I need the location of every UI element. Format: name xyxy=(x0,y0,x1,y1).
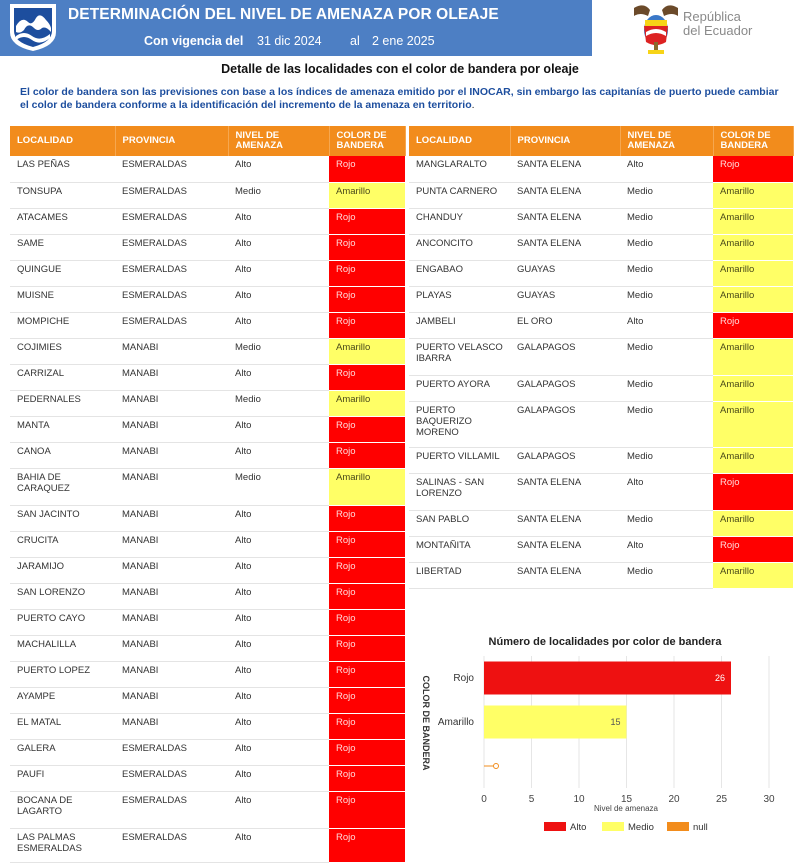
cell-provincia: ESMERALDAS xyxy=(115,182,228,208)
col-nivel: NIVEL DE AMENAZA xyxy=(620,126,713,156)
cell-nivel: Alto xyxy=(228,505,329,531)
cell-color: Amarillo xyxy=(329,390,405,416)
cell-localidad: LAS PALMAS ESMERALDAS xyxy=(10,828,115,862)
cell-color: Amarillo xyxy=(329,468,405,505)
cell-color: Rojo xyxy=(329,156,405,182)
cell-provincia: EL ORO xyxy=(510,312,620,338)
x-tick-label: 20 xyxy=(668,794,680,805)
table-row xyxy=(409,447,793,473)
cell-nivel: Alto xyxy=(228,364,329,390)
table-row xyxy=(10,286,405,312)
cell-color: Rojo xyxy=(713,312,793,338)
cell-nivel: Alto xyxy=(228,661,329,687)
legend-label: null xyxy=(693,822,708,833)
cell-localidad: MONTAÑITA xyxy=(409,536,510,562)
government-text: República del Ecuador xyxy=(683,9,753,38)
cell-color: Amarillo xyxy=(713,208,793,234)
cell-provincia: MANABI xyxy=(115,364,228,390)
table-row xyxy=(10,557,405,583)
cell-nivel: Alto xyxy=(228,312,329,338)
date-to: 2 ene 2025 xyxy=(372,34,435,48)
x-tick-label: 5 xyxy=(528,794,535,805)
cell-localidad: BOCANA DE LAGARTO xyxy=(10,791,115,828)
cell-color: Rojo xyxy=(329,416,405,442)
cell-localidad: MOMPICHE xyxy=(10,312,115,338)
cell-provincia: GALAPAGOS xyxy=(510,338,620,375)
cell-provincia: SANTA ELENA xyxy=(510,156,620,182)
cell-color: Rojo xyxy=(329,583,405,609)
cell-provincia: MANABI xyxy=(115,609,228,635)
cell-provincia: MANABI xyxy=(115,531,228,557)
cell-provincia: SANTA ELENA xyxy=(510,562,620,588)
y-axis-label: COLOR DE BANDERA xyxy=(421,675,431,771)
table-row xyxy=(409,473,793,510)
cell-color: Rojo xyxy=(329,531,405,557)
table-row xyxy=(409,260,793,286)
cell-nivel: Alto xyxy=(228,583,329,609)
col-provincia: PROVINCIA xyxy=(510,126,620,156)
table-row xyxy=(10,531,405,557)
cell-color: Amarillo xyxy=(713,401,793,447)
cell-nivel: Alto xyxy=(228,687,329,713)
cell-nivel: Medio xyxy=(228,468,329,505)
cell-provincia: ESMERALDAS xyxy=(115,765,228,791)
cell-color: Amarillo xyxy=(713,510,793,536)
cell-provincia: MANABI xyxy=(115,416,228,442)
cell-color: Amarillo xyxy=(713,182,793,208)
table-row xyxy=(409,338,793,375)
cell-nivel: Alto xyxy=(620,156,713,182)
cell-localidad: BAHIA DE CARAQUEZ xyxy=(10,468,115,505)
table-header-row xyxy=(409,126,793,156)
cell-color: Amarillo xyxy=(713,562,793,588)
cell-color: Rojo xyxy=(713,473,793,510)
cell-nivel: Alto xyxy=(228,208,329,234)
cell-provincia: ESMERALDAS xyxy=(115,739,228,765)
bar-rojo xyxy=(484,662,731,695)
table-header-row xyxy=(10,126,405,156)
cell-nivel: Alto xyxy=(228,713,329,739)
section-subtitle: Detalle de las localidades con el color de bandera por oleaje xyxy=(221,62,579,76)
cell-color: Rojo xyxy=(329,765,405,791)
cell-provincia: ESMERALDAS xyxy=(115,791,228,828)
table-row xyxy=(10,739,405,765)
cell-localidad: MUISNE xyxy=(10,286,115,312)
x-tick-label: 15 xyxy=(620,794,633,805)
cell-nivel: Alto xyxy=(228,739,329,765)
table-row xyxy=(10,364,405,390)
cell-provincia: ESMERALDAS xyxy=(115,234,228,260)
cell-color: Rojo xyxy=(329,442,405,468)
cell-provincia: MANABI xyxy=(115,442,228,468)
cell-color: Rojo xyxy=(329,234,405,260)
page-title: DETERMINACIÓN DEL NIVEL DE AMENAZA POR OLEAJE xyxy=(68,6,499,23)
bar-data-label: 26 xyxy=(714,673,725,683)
table-row xyxy=(10,687,405,713)
cell-provincia: ESMERALDAS xyxy=(115,260,228,286)
table-row xyxy=(10,468,405,505)
cell-localidad: EL MATAL xyxy=(10,713,115,739)
intro-paragraph: El color de bandera son las previsiones con base a los índices de amenaza emitido por el INOCAR, sin embargo las capitanías de puerto puede cambiar el color de bandera conforme a la identificación del incremento de la amenaza en territorio. xyxy=(20,86,779,111)
cell-color: Rojo xyxy=(329,557,405,583)
cell-localidad: AYAMPE xyxy=(10,687,115,713)
table-row xyxy=(409,234,793,260)
col-nivel: NIVEL DE AMENAZA xyxy=(228,126,329,156)
table-row xyxy=(10,156,405,182)
cell-nivel: Alto xyxy=(228,557,329,583)
cell-localidad: ANCONCITO xyxy=(409,234,510,260)
cell-color: Amarillo xyxy=(713,286,793,312)
cell-localidad: GALERA xyxy=(10,739,115,765)
cell-localidad: PLAYAS xyxy=(409,286,510,312)
left-localities-table xyxy=(10,126,406,863)
cell-color: Rojo xyxy=(329,312,405,338)
cell-localidad: PUERTO CAYO xyxy=(10,609,115,635)
cell-provincia: ESMERALDAS xyxy=(115,156,228,182)
cell-nivel: Medio xyxy=(620,401,713,447)
cell-localidad: SAN JACINTO xyxy=(10,505,115,531)
cell-localidad: PUERTO LOPEZ xyxy=(10,661,115,687)
cell-nivel: Medio xyxy=(228,338,329,364)
y-tick-label: Amarillo xyxy=(437,717,474,728)
cell-color: Rojo xyxy=(329,661,405,687)
col-color: COLOR DE BANDERA xyxy=(713,126,793,156)
table-row xyxy=(10,182,405,208)
cell-localidad: CANOA xyxy=(10,442,115,468)
col-color: COLOR DE BANDERA xyxy=(329,126,405,156)
x-tick-label: 10 xyxy=(573,794,585,805)
cell-localidad: PAUFI xyxy=(10,765,115,791)
cell-nivel: Medio xyxy=(620,260,713,286)
cell-provincia: MANABI xyxy=(115,557,228,583)
cell-color: Amarillo xyxy=(713,234,793,260)
cell-color: Rojo xyxy=(329,208,405,234)
table-row xyxy=(409,562,793,588)
table-row xyxy=(10,416,405,442)
col-localidad: LOCALIDAD xyxy=(409,126,510,156)
cell-provincia: MANABI xyxy=(115,687,228,713)
cell-localidad: PUERTO BAQUERIZO MORENO xyxy=(409,401,510,447)
cell-provincia: GALAPAGOS xyxy=(510,375,620,401)
cell-localidad: COJIMIES xyxy=(10,338,115,364)
cell-nivel: Alto xyxy=(228,156,329,182)
cell-nivel: Medio xyxy=(620,286,713,312)
cell-color: Amarillo xyxy=(713,338,793,375)
cell-provincia: GUAYAS xyxy=(510,286,620,312)
cell-localidad: JARAMIJO xyxy=(10,557,115,583)
table-row xyxy=(409,375,793,401)
cell-localidad: PUNTA CARNERO xyxy=(409,182,510,208)
cell-nivel: Alto xyxy=(228,531,329,557)
validity-label: Con vigencia del xyxy=(144,34,244,48)
cell-localidad: CRUCITA xyxy=(10,531,115,557)
cell-nivel: Medio xyxy=(620,234,713,260)
cell-localidad: SAN PABLO xyxy=(409,510,510,536)
table-row xyxy=(10,828,405,862)
cell-color: Amarillo xyxy=(329,182,405,208)
cell-localidad: SALINAS - SAN LORENZO xyxy=(409,473,510,510)
date-separator: al xyxy=(350,34,360,48)
table-row xyxy=(409,156,793,182)
bar-amarillo xyxy=(484,706,627,739)
cell-nivel: Alto xyxy=(228,765,329,791)
cell-nivel: Alto xyxy=(228,635,329,661)
table-row xyxy=(10,791,405,828)
cell-color: Rojo xyxy=(713,156,793,182)
cell-color: Amarillo xyxy=(713,260,793,286)
cell-provincia: MANABI xyxy=(115,713,228,739)
cell-color: Rojo xyxy=(329,791,405,828)
table-row xyxy=(409,182,793,208)
bar-data-label: 15 xyxy=(610,717,621,727)
date-from: 31 dic 2024 xyxy=(257,34,322,48)
cell-provincia: SANTA ELENA xyxy=(510,234,620,260)
legend-swatch-null xyxy=(667,822,689,831)
cell-provincia: GALAPAGOS xyxy=(510,447,620,473)
cell-localidad: ENGABAO xyxy=(409,260,510,286)
cell-provincia: MANABI xyxy=(115,635,228,661)
cell-localidad: PUERTO AYORA xyxy=(409,375,510,401)
cell-localidad: MACHALILLA xyxy=(10,635,115,661)
cell-color: Amarillo xyxy=(713,375,793,401)
cell-localidad: ATACAMES xyxy=(10,208,115,234)
table-row xyxy=(10,390,405,416)
cell-localidad: PUERTO VILLAMIL xyxy=(409,447,510,473)
cell-localidad: MANTA xyxy=(10,416,115,442)
cell-nivel: Medio xyxy=(228,390,329,416)
legend-swatch-medio xyxy=(602,822,624,831)
cell-nivel: Medio xyxy=(620,375,713,401)
cell-nivel: Alto xyxy=(620,536,713,562)
cell-provincia: MANABI xyxy=(115,505,228,531)
cell-nivel: Medio xyxy=(620,447,713,473)
cell-provincia: SANTA ELENA xyxy=(510,473,620,510)
x-tick-label: 0 xyxy=(481,794,487,805)
cell-localidad: SAME xyxy=(10,234,115,260)
bar-null-marker xyxy=(494,764,499,769)
table-row xyxy=(10,338,405,364)
cell-provincia: ESMERALDAS xyxy=(115,286,228,312)
cell-provincia: SANTA ELENA xyxy=(510,182,620,208)
cell-provincia: MANABI xyxy=(115,583,228,609)
cell-nivel: Alto xyxy=(620,312,713,338)
table-row xyxy=(10,635,405,661)
table-row xyxy=(10,583,405,609)
cell-provincia: MANABI xyxy=(115,338,228,364)
cell-localidad: QUINGUE xyxy=(10,260,115,286)
table-row xyxy=(10,713,405,739)
table-row xyxy=(10,208,405,234)
cell-localidad: SAN LORENZO xyxy=(10,583,115,609)
cell-color: Rojo xyxy=(329,260,405,286)
cell-provincia: MANABI xyxy=(115,468,228,505)
cell-nivel: Alto xyxy=(620,473,713,510)
cell-color: Amarillo xyxy=(713,447,793,473)
cell-color: Rojo xyxy=(329,739,405,765)
legend-swatch-alto xyxy=(544,822,566,831)
right-localities-table xyxy=(409,126,794,589)
table-row xyxy=(409,510,793,536)
cell-nivel: Alto xyxy=(228,234,329,260)
header-banner xyxy=(0,0,592,56)
cell-color: Amarillo xyxy=(329,338,405,364)
cell-provincia: ESMERALDAS xyxy=(115,312,228,338)
cell-provincia: MANABI xyxy=(115,661,228,687)
cell-nivel: Alto xyxy=(228,442,329,468)
x-axis-label: Nivel de amenaza xyxy=(593,804,659,813)
table-row xyxy=(409,286,793,312)
cell-nivel: Medio xyxy=(620,208,713,234)
cell-nivel: Alto xyxy=(228,828,329,862)
x-tick-label: 30 xyxy=(763,794,775,805)
table-row xyxy=(10,234,405,260)
cell-nivel: Alto xyxy=(228,260,329,286)
legend-label: Alto xyxy=(570,822,587,833)
cell-provincia: GALAPAGOS xyxy=(510,401,620,447)
table-row xyxy=(10,505,405,531)
cell-nivel: Medio xyxy=(228,182,329,208)
cell-provincia: ESMERALDAS xyxy=(115,208,228,234)
table-row xyxy=(10,260,405,286)
cell-localidad: CARRIZAL xyxy=(10,364,115,390)
cell-nivel: Medio xyxy=(620,338,713,375)
cell-localidad: MANGLARALTO xyxy=(409,156,510,182)
table-row xyxy=(409,536,793,562)
x-tick-label: 25 xyxy=(715,794,728,805)
cell-provincia: SANTA ELENA xyxy=(510,510,620,536)
table-row xyxy=(409,312,793,338)
cell-color: Rojo xyxy=(329,609,405,635)
col-provincia: PROVINCIA xyxy=(115,126,228,156)
cell-provincia: SANTA ELENA xyxy=(510,208,620,234)
cell-color: Rojo xyxy=(329,687,405,713)
table-row xyxy=(10,765,405,791)
cell-color: Rojo xyxy=(329,635,405,661)
col-localidad: LOCALIDAD xyxy=(10,126,115,156)
inocar-logo xyxy=(6,2,60,52)
cell-localidad: CHANDUY xyxy=(409,208,510,234)
cell-color: Rojo xyxy=(713,536,793,562)
y-tick-label: Rojo xyxy=(453,673,474,684)
cell-nivel: Alto xyxy=(228,286,329,312)
table-row xyxy=(409,208,793,234)
cell-color: Rojo xyxy=(329,713,405,739)
cell-nivel: Medio xyxy=(620,562,713,588)
cell-nivel: Alto xyxy=(228,416,329,442)
cell-color: Rojo xyxy=(329,505,405,531)
legend-label: Medio xyxy=(628,822,654,833)
table-row xyxy=(10,442,405,468)
cell-color: Rojo xyxy=(329,364,405,390)
cell-provincia: ESMERALDAS xyxy=(115,828,228,862)
cell-localidad: PUERTO VELASCO IBARRA xyxy=(409,338,510,375)
cell-provincia: MANABI xyxy=(115,390,228,416)
cell-color: Rojo xyxy=(329,828,405,862)
cell-localidad: LAS PEÑAS xyxy=(10,156,115,182)
chart-title: Número de localidades por color de bandera xyxy=(488,636,722,648)
cell-nivel: Medio xyxy=(620,510,713,536)
cell-nivel: Alto xyxy=(228,791,329,828)
cell-localidad: PEDERNALES xyxy=(10,390,115,416)
cell-provincia: SANTA ELENA xyxy=(510,536,620,562)
table-row xyxy=(409,401,793,447)
flag-color-bar-chart xyxy=(409,628,800,843)
cell-provincia: GUAYAS xyxy=(510,260,620,286)
cell-localidad: LIBERTAD xyxy=(409,562,510,588)
cell-localidad: TONSUPA xyxy=(10,182,115,208)
cell-color: Rojo xyxy=(329,286,405,312)
table-row xyxy=(10,661,405,687)
cell-localidad: JAMBELI xyxy=(409,312,510,338)
cell-nivel: Alto xyxy=(228,609,329,635)
table-row xyxy=(10,609,405,635)
table-row xyxy=(10,312,405,338)
cell-nivel: Medio xyxy=(620,182,713,208)
